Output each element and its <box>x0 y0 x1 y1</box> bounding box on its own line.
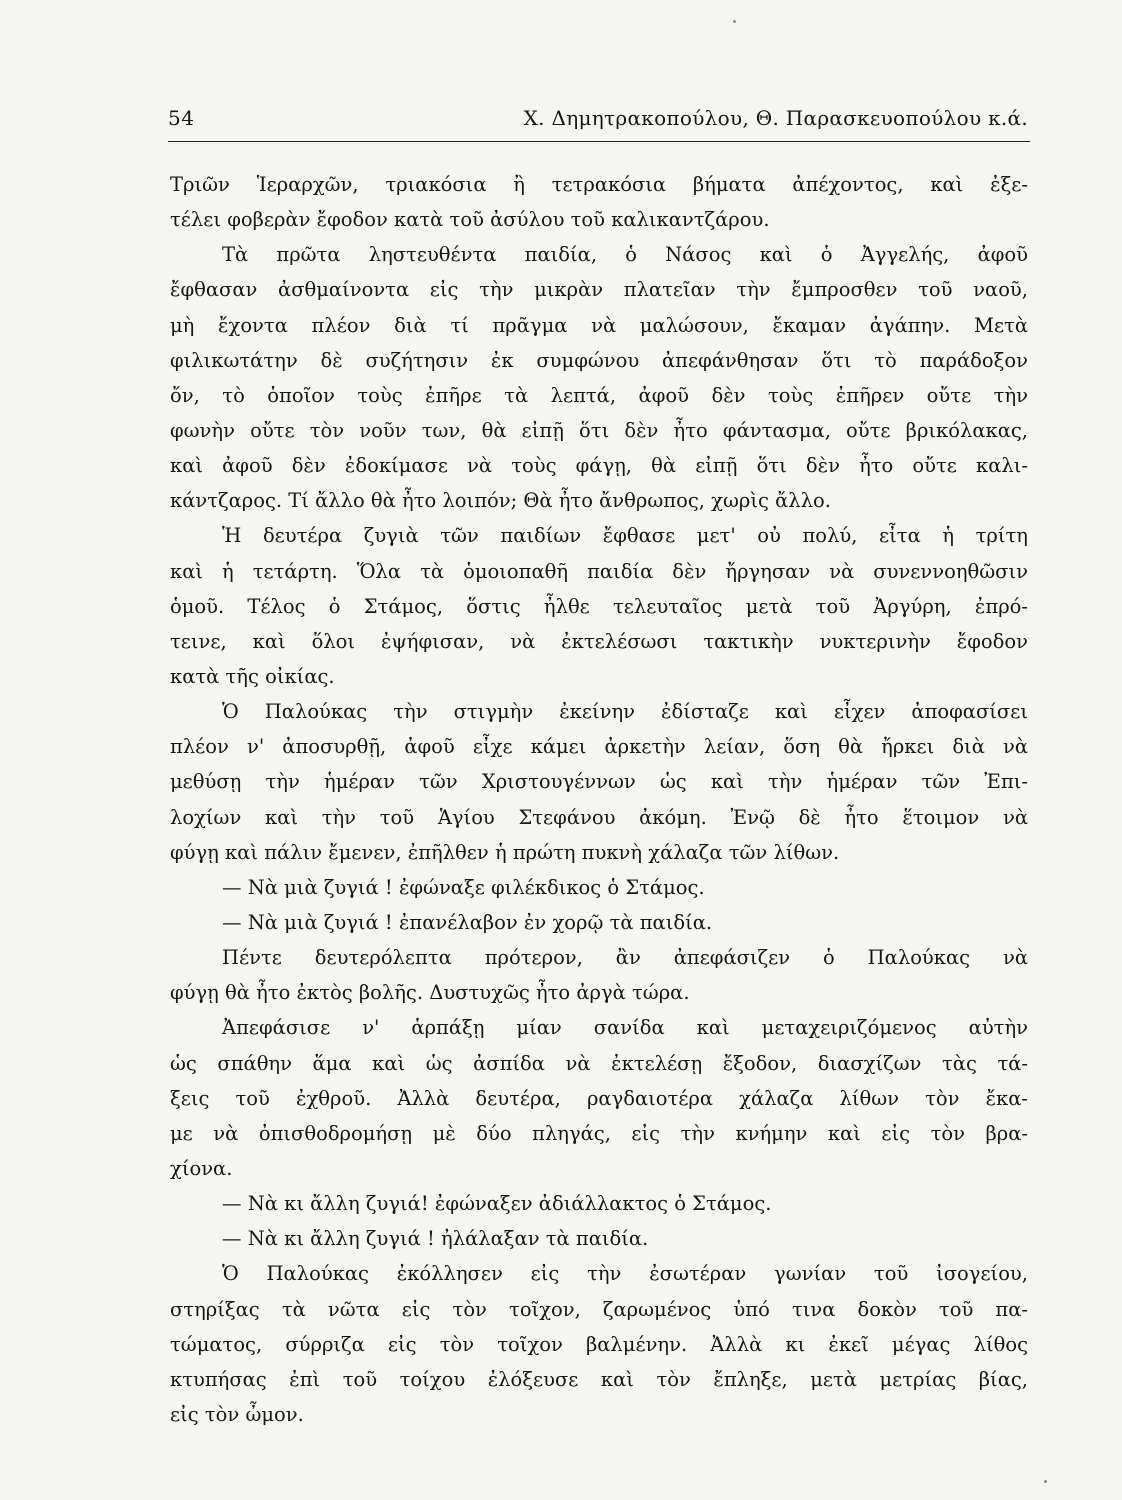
text-line: φύγῃ καὶ πάλιν ἔμενεν, ἐπῆλθεν ἡ πρώτη πυκνὴ χάλαζα τῶν λίθων. <box>170 840 840 864</box>
body-text <box>170 167 1028 1447</box>
text-line: φωνὴν οὔτε τὸν νοῦν των, θὰ εἰπῇ ὅτι δὲν ἦτο φάντασμα, οὔτε βρικόλακας, <box>170 418 1028 442</box>
text-line: ἔφθασαν ἀσθμαίνοντα εἰς τὴν μικρὰν πλατεῖαν τὴν ἔμπροσθεν τοῦ ναοῦ, <box>170 278 1028 302</box>
text-line: καὶ ἀφοῦ δὲν ἐδοκίμασε νὰ τοὺς φάγῃ, θὰ εἰπῇ ὅτι δὲν ἦτο οὔτε καλι- <box>170 454 1028 478</box>
text-line: Ἀπεφάσισε ν' ἁρπάξῃ μίαν σανίδα καὶ μεταχειριζόμενος αὐτὴν <box>222 1016 1028 1040</box>
text-line: πλέον ν' ἀποσυρθῇ, ἀφοῦ εἶχε κάμει ἀρκετὴν λείαν, ὅση θὰ ἤρκει διὰ νὰ <box>170 735 1028 759</box>
text-line: φιλικωτάτην δὲ συζήτησιν ἐκ συμφώνου ἀπεφάνθησαν ὅτι τὸ παράδοξον <box>170 348 1028 372</box>
text-line: τώματος, σύρριζα εἰς τὸν τοῖχον βαλμένην. Ἀλλὰ κι ἐκεῖ μέγας λίθος <box>170 1332 1028 1356</box>
running-head: Χ. Δημητρακοπούλου, Θ. Παρασκευοπούλου κ.ά. <box>523 106 1028 130</box>
text-line: — Νὰ κι ἄλλη ζυγιά! ἐφώναξεν ἀδιάλλακτος ὁ Στάμος. <box>222 1192 772 1216</box>
text-line: Πέντε δευτερόλεπτα πρότερον, ἂν ἀπεφάσιζεν ὁ Παλούκας νὰ <box>222 946 1028 970</box>
text-line: χίονα. <box>170 1156 233 1180</box>
text-line: στηρίξας τὰ νῶτα εἰς τὸν τοῖχον, ζαρωμένος ὑπό τινα δοκὸν τοῦ πα- <box>170 1297 1028 1321</box>
text-line: μὴ ἔχοντα πλέον διὰ τί πρᾶγμα νὰ μαλώσουν, ἔκαμαν ἀγάπην. Μετὰ <box>170 313 1028 337</box>
text-line: κάντζαρος. Τί ἄλλο θὰ ἦτο λοιπόν; Θὰ ἦτο ἄνθρωπος, χωρὶς ἄλλο. <box>170 489 831 513</box>
text-line: Τὰ πρῶτα ληστευθέντα παιδία, ὁ Νάσος καὶ ὁ Ἀγγελής, ἀφοῦ <box>222 243 1028 267</box>
text-line: τεινε, καὶ ὅλοι ἐψήφισαν, νὰ ἐκτελέσωσι τακτικὴν νυκτερινὴν ἔφοδον <box>170 629 1028 653</box>
text-line: Ἡ δευτέρα ζυγιὰ τῶν παιδίων ἔφθασε μετ' οὐ πολύ, εἶτα ἡ τρίτη <box>222 524 1028 548</box>
text-line: μεθύσῃ τὴν ἡμέραν τῶν Χριστουγέννων ὡς καὶ τὴν ἡμέραν τῶν Ἐπι- <box>170 770 1028 794</box>
text-line: — Νὰ μιὰ ζυγιά ! ἐπανέλαβον ἐν χορῷ τὰ παιδία. <box>222 910 713 934</box>
text-line: κτυπήσας ἐπὶ τοῦ τοίχου ἐλόξευσε καὶ τὸν ἔπληξε, μετὰ μετρίας βίας, <box>170 1367 1028 1391</box>
text-line: — Νὰ κι ἄλλη ζυγιά ! ἠλάλαξαν τὰ παιδία. <box>222 1227 649 1251</box>
page-number: 54 <box>168 106 195 130</box>
page-header <box>168 98 1030 142</box>
text-line: ξεις τοῦ ἐχθροῦ. Ἀλλὰ δευτέρα, ραγδαιοτέρα χάλαζα λίθων τὸν ἔκα- <box>170 1086 1028 1110</box>
text-line: εἰς τὸν ὦμον. <box>170 1402 304 1426</box>
text-line: λοχίων καὶ τὴν τοῦ Ἁγίου Στεφάνου ἀκόμη. Ἐνῷ δὲ ἦτο ἕτοιμον νὰ <box>170 805 1028 829</box>
text-line: Τριῶν Ἱεραρχῶν, τριακόσια ἢ τετρακόσια βήματα ἀπέχοντος, καὶ ἐξε- <box>170 173 1028 196</box>
text-line: καὶ ἡ τετάρτη. Ὅλα τὰ ὁμοιοπαθῆ παιδία δὲν ἤργησαν νὰ συνεννοηθῶσιν <box>170 559 1028 583</box>
text-line: κατὰ τῆς οἰκίας. <box>170 664 335 688</box>
text-line: — Νὰ μιὰ ζυγιά ! ἐφώναξε φιλέκδικος ὁ Στάμος. <box>222 875 705 899</box>
text-line: φύγῃ θὰ ἦτο ἐκτὸς βολῆς. Δυστυχῶς ἦτο ἀργὰ τώρα. <box>170 981 690 1005</box>
header-rule <box>168 141 1030 142</box>
text-line: ὁμοῦ. Τέλος ὁ Στάμος, ὅστις ἦλθε τελευταῖος μετὰ τοῦ Ἀργύρη, ἐπρό- <box>170 594 1028 618</box>
scan-speck <box>733 20 736 23</box>
text-line: Ὁ Παλούκας ἐκόλλησεν εἰς τὴν ἐσωτέραν γωνίαν τοῦ ἰσογείου, <box>222 1262 1028 1286</box>
scan-speck <box>1044 1480 1047 1483</box>
text-line: τέλει φοβερὰν ἔφοδον κατὰ τοῦ ἀσύλου τοῦ καλικαντζάρου. <box>170 208 770 232</box>
text-line: ὄν, τὸ ὁποῖον τοὺς ἐπῆρε τὰ λεπτά, ἀφοῦ δὲν τοὺς ἐπῆρεν οὔτε τὴν <box>170 383 1028 407</box>
text-line: ὡς σπάθην ἅμα καὶ ὡς ἀσπίδα νὰ ἐκτελέσῃ ἔξοδον, διασχίζων τὰς τά- <box>170 1051 1028 1075</box>
text-line: Ὁ Παλούκας τὴν στιγμὴν ἐκείνην ἐδίσταζε καὶ εἶχεν ἀποφασίσει <box>222 700 1028 724</box>
text-line: με νὰ ὀπισθοδρομήσῃ μὲ δύο πληγάς, εἰς τὴν κνήμην καὶ εἰς τὸν βρα- <box>170 1121 1028 1145</box>
